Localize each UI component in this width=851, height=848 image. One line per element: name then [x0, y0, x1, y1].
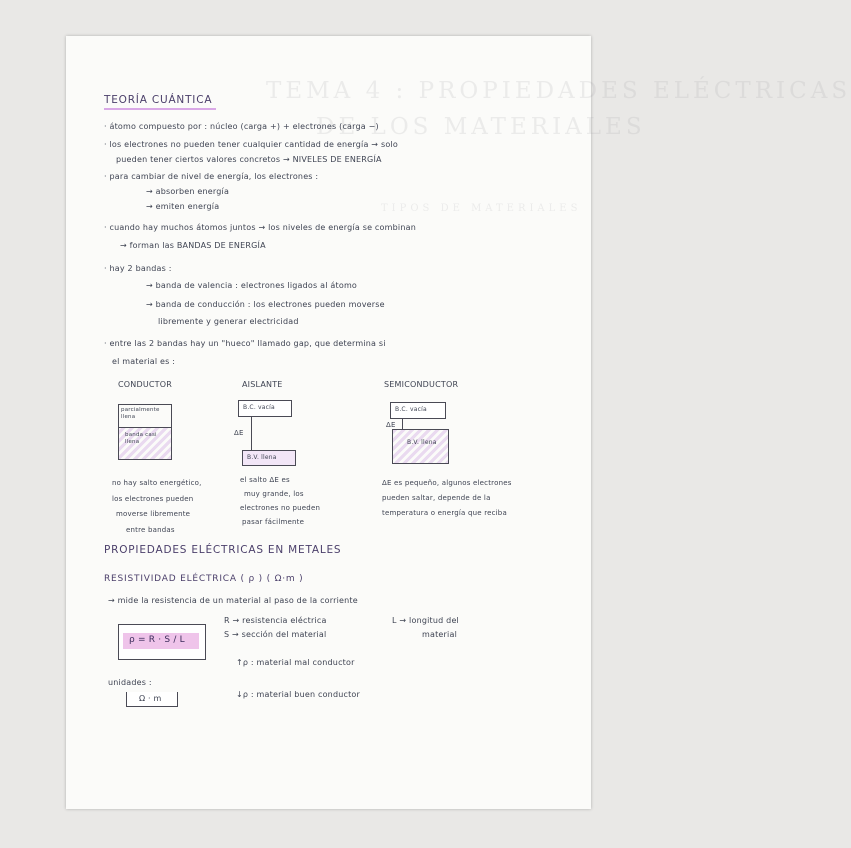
length-definition-a: L → longitud del	[392, 616, 459, 625]
metals-title: PROPIEDADES ELÉCTRICAS EN METALES	[104, 544, 342, 556]
conductor-upper-band	[119, 405, 171, 428]
high-resistivity-note: ↑ρ : material mal conductor	[236, 658, 355, 667]
conductor-desc-line: entre bandas	[126, 526, 175, 534]
semiconductor-bc-label: B.C. vacía	[395, 406, 427, 413]
aislante-gap-arrow	[251, 416, 252, 450]
quantum-bullet-5-1: → banda de valencia : electrones ligados al átomo	[146, 281, 358, 290]
semiconductor-gap-arrow	[402, 418, 403, 429]
conductor-title: CONDUCTOR	[118, 380, 173, 389]
quantum-title: TEORÍA CUÁNTICA	[104, 94, 213, 106]
aislante-gap-label: ΔE	[234, 429, 244, 437]
aislante-title: AISLANTE	[242, 380, 283, 389]
quantum-title-underline	[104, 108, 216, 110]
length-definition-b: material	[422, 630, 457, 639]
semiconductor-desc-line: pueden saltar, depende de la	[382, 494, 491, 502]
ghost-title-line3: TIPOS DE MATERIALES	[381, 203, 582, 214]
resistivity-subtitle: RESISTIVIDAD ELÉCTRICA ( ρ ) ( Ω·m )	[104, 574, 304, 584]
aislante-bc-box	[238, 400, 292, 417]
resistivity-definition: → mide la resistencia de un material al paso de la corriente	[108, 596, 358, 605]
section-definition: S → sección del material	[224, 630, 327, 639]
semiconductor-bv-box	[392, 429, 449, 464]
quantum-bullet-3-2: → emiten energía	[146, 202, 220, 211]
semiconductor-bv-label: B.V. llena	[407, 439, 437, 446]
resistivity-formula: ρ = R · S / L	[129, 635, 185, 645]
aislante-desc-line: muy grande, los	[244, 490, 304, 498]
quantum-bullet-6b: el material es :	[112, 357, 176, 366]
quantum-bullet-2b: pueden tener ciertos valores concretos → NIVELES DE ENERGÍA	[116, 155, 382, 164]
semiconductor-title: SEMICONDUCTOR	[384, 380, 459, 389]
quantum-bullet-2a: · los electrones no pueden tener cualquier cantidad de energía → solo	[104, 140, 398, 149]
conductor-desc-line: moverse libremente	[116, 510, 191, 518]
ghost-title-line2: DE LOS MATERIALES	[316, 114, 646, 140]
quantum-bullet-3: · para cambiar de nivel de energía, los electrones :	[104, 172, 319, 181]
quantum-bullet-4a: · cuando hay muchos átomos juntos → los niveles de energía se combinan	[104, 223, 416, 232]
aislante-desc-line: electrones no pueden	[240, 504, 321, 512]
conductor-upper-label: parcialmente llena	[121, 407, 160, 420]
semiconductor-desc-line: temperatura o energía que reciba	[382, 509, 507, 517]
low-resistivity-note: ↓ρ : material buen conductor	[236, 690, 361, 699]
quantum-bullet-4b: → forman las BANDAS DE ENERGÍA	[120, 241, 266, 250]
units-value: Ω · m	[139, 694, 162, 703]
aislante-bv-box	[242, 450, 296, 466]
aislante-bv-label: B.V. llena	[247, 454, 277, 461]
quantum-bullet-5-2a: → banda de conducción : los electrones pueden moverse	[146, 300, 385, 309]
units-label: unidades :	[108, 678, 152, 687]
resistivity-formula-box	[118, 624, 206, 660]
notebook-page	[66, 36, 851, 809]
aislante-desc-line: el salto ΔE es	[240, 476, 290, 484]
ghost-title-line1: TEMA 4 : PROPIEDADES ELÉCTRICAS	[266, 78, 851, 104]
aislante-desc-line: pasar fácilmente	[242, 518, 305, 526]
semiconductor-desc-line: ΔE es pequeño, algunos electrones	[382, 479, 512, 487]
quantum-bullet-6a: · entre las 2 bandas hay un "hueco" llamado gap, que determina si	[104, 339, 386, 348]
quantum-bullet-3-1: → absorben energía	[146, 187, 230, 196]
units-box	[126, 692, 178, 707]
semiconductor-bc-box	[390, 402, 446, 419]
conductor-desc-line: no hay salto energético,	[112, 479, 202, 487]
conductor-band-diagram	[118, 404, 172, 460]
quantum-bullet-5: · hay 2 bandas :	[104, 264, 172, 273]
quantum-bullet-5-2b: libremente y generar electricidad	[158, 317, 299, 326]
semiconductor-gap-label: ΔE	[386, 421, 396, 429]
conductor-desc-line: los electrones pueden	[112, 495, 194, 503]
quantum-bullet-1: · átomo compuesto por : núcleo (carga +) + electrones (carga −)	[104, 122, 379, 131]
resistance-definition: R → resistencia eléctrica	[224, 616, 327, 625]
aislante-bc-label: B.C. vacía	[243, 404, 275, 411]
conductor-lower-label: banda casi llena	[125, 432, 157, 445]
